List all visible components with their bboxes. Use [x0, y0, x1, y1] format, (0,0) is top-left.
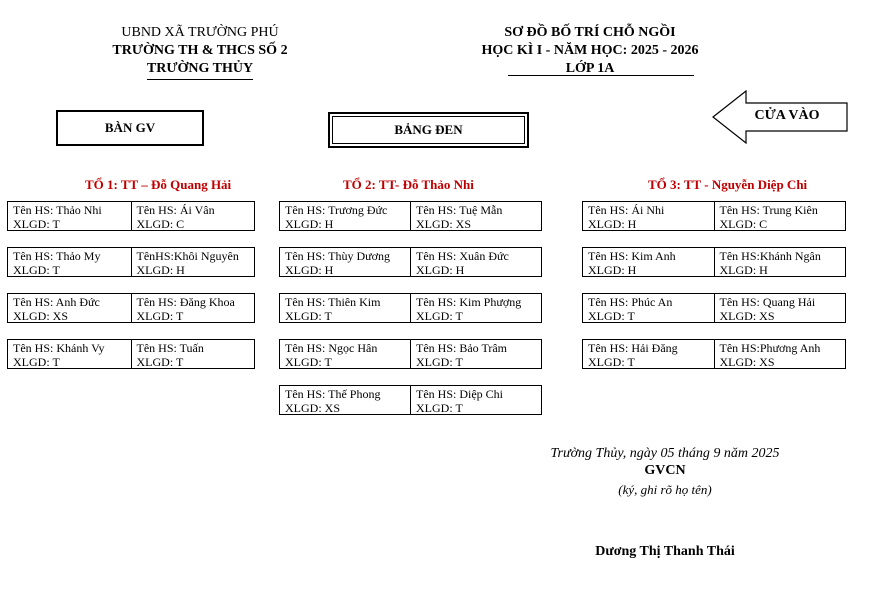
student-grade: XLGD: H [588, 217, 637, 230]
seat [583, 202, 714, 230]
chart-header [450, 24, 730, 78]
chart-title: SƠ ĐỒ BỐ TRÍ CHỖ NGỒI [504, 25, 676, 40]
group-2-title: TỔ 2: TT- Đỗ Thảo Nhi [343, 177, 474, 192]
student-grade: XLGD: T [588, 309, 635, 322]
seat [8, 202, 131, 230]
student-grade: XLGD: T [285, 309, 332, 322]
student-grade: XLGD: T [136, 355, 184, 368]
student-name: Tên HS: Xuân Đức [416, 249, 509, 263]
signature-name: Dương Thị Thanh Thái [595, 544, 735, 559]
seat [131, 248, 255, 276]
header-rule [508, 75, 694, 76]
desk [279, 339, 542, 369]
group-2-seats [279, 201, 542, 415]
student-grade: XLGD: H [285, 263, 334, 276]
desk [582, 201, 846, 231]
seat [8, 248, 131, 276]
desk [7, 293, 255, 323]
group-1-title: TỔ 1: TT – Đỗ Quang Hải [85, 177, 232, 192]
student-grade: XLGD: XS [13, 309, 69, 322]
student-name: Tên HS: Trung Kiên [719, 203, 818, 217]
desk [582, 247, 846, 277]
desk [279, 385, 542, 415]
student-grade: XLGD: T [416, 355, 463, 368]
signature-date: Trường Thủy, ngày 05 tháng 9 năm 2025 [550, 446, 780, 461]
seat [583, 340, 714, 368]
student-grade: XLGD: C [719, 217, 768, 230]
seat [714, 340, 846, 368]
student-grade: XLGD: T [13, 217, 60, 230]
authority-name: UBND XÃ TRƯỜNG PHÚ [121, 25, 279, 40]
student-name: Tên HS: Tuấn [136, 341, 204, 355]
student-name: Tên HS: Khánh Vy [13, 341, 105, 355]
term-label: HỌC KÌ I - NĂM HỌC: 2025 - 2026 [481, 43, 699, 58]
seat [714, 294, 846, 322]
school-header [60, 24, 340, 80]
desk [279, 201, 542, 231]
student-name: Tên HS: Thảo My [13, 249, 101, 263]
teacher-desk-box [56, 110, 204, 146]
desk [7, 247, 255, 277]
student-grade: XLGD: C [136, 217, 185, 230]
group-3-title: TỔ 3: TT - Nguyễn Diệp Chi [648, 177, 808, 192]
signature-note: (ký, ghi rõ họ tên) [618, 482, 712, 497]
student-grade: XLGD: XS [719, 309, 775, 322]
seat [280, 294, 410, 322]
student-name: Tên HS:Phương Anh [719, 341, 821, 355]
desk [582, 339, 846, 369]
student-grade: XLGD: H [416, 263, 465, 276]
seat [280, 386, 410, 414]
student-name: Tên HS: Diệp Chi [416, 387, 503, 401]
blackboard-box [328, 112, 529, 148]
student-name: Tên HS: Ái Nhi [588, 203, 665, 217]
seat [583, 248, 714, 276]
student-grade: XLGD: T [416, 401, 463, 414]
desk [582, 293, 846, 323]
blackboard-label: BẢNG ĐEN [394, 122, 463, 137]
seat [410, 340, 541, 368]
signature-role: GVCN [644, 463, 686, 478]
student-grade: XLGD: T [13, 263, 60, 276]
seat [280, 202, 410, 230]
seat [131, 340, 255, 368]
seat [714, 248, 846, 276]
student-name: Tên HS:Khánh Ngân [719, 249, 821, 263]
desk [7, 201, 255, 231]
desk [279, 247, 542, 277]
student-name: Tên HS: Trương Đức [285, 203, 388, 217]
student-grade: XLGD: H [136, 263, 185, 276]
student-name: Tên HS: Bảo Trâm [416, 341, 508, 355]
student-name: Tên HS: Tuệ Mẫn [416, 203, 503, 217]
class-label: LỚP 1A [565, 61, 615, 76]
student-grade: XLGD: T [285, 355, 332, 368]
student-name: TênHS:Khôi Nguyên [136, 249, 239, 263]
student-grade: XLGD: XS [416, 217, 472, 230]
student-grade: XLGD: H [285, 217, 334, 230]
school-name: TRƯỜNG TH & THCS SỐ 2 [112, 43, 288, 58]
student-grade: XLGD: XS [719, 355, 775, 368]
desk [279, 293, 542, 323]
student-name: Tên HS: Ái Vân [136, 203, 215, 217]
seat [131, 294, 255, 322]
student-name: Tên HS: Thiên Kim [285, 295, 381, 309]
student-grade: XLGD: T [136, 309, 184, 322]
student-grade: XLGD: T [588, 355, 635, 368]
student-name: Tên HS: Thảo Nhi [13, 203, 102, 217]
student-name: Tên HS: Đăng Khoa [136, 295, 235, 309]
student-name: Tên HS: Thùy Dương [285, 249, 390, 263]
teacher-desk-label: BÀN GV [104, 120, 156, 135]
student-name: Tên HS: Quang Hải [719, 295, 816, 309]
student-name: Tên HS: Ngọc Hân [285, 341, 378, 355]
seat [8, 294, 131, 322]
seat [280, 248, 410, 276]
student-name: Tên HS: Kim Phượng [416, 295, 522, 309]
seat [131, 202, 255, 230]
seat [410, 294, 541, 322]
seat [714, 202, 846, 230]
student-name: Tên HS: Thế Phong [285, 387, 381, 401]
student-grade: XLGD: T [13, 355, 60, 368]
entrance-label: CỬA VÀO [754, 108, 820, 123]
desk [7, 339, 255, 369]
student-grade: XLGD: XS [285, 401, 341, 414]
student-name: Tên HS: Phúc An [588, 295, 673, 309]
student-grade: XLGD: H [588, 263, 637, 276]
student-name: Tên HS: Hải Đăng [588, 341, 678, 355]
group-3-seats [582, 201, 846, 369]
seat [8, 340, 131, 368]
group-1-seats [7, 201, 255, 369]
student-name: Tên HS: Anh Đức [13, 295, 100, 309]
seat [583, 294, 714, 322]
school-location: TRƯỜNG THỦY [147, 60, 253, 80]
seat [410, 202, 541, 230]
seat [280, 340, 410, 368]
seat [410, 386, 541, 414]
student-name: Tên HS: Kim Anh [588, 249, 676, 263]
seat [410, 248, 541, 276]
student-grade: XLGD: H [719, 263, 768, 276]
student-grade: XLGD: T [416, 309, 463, 322]
